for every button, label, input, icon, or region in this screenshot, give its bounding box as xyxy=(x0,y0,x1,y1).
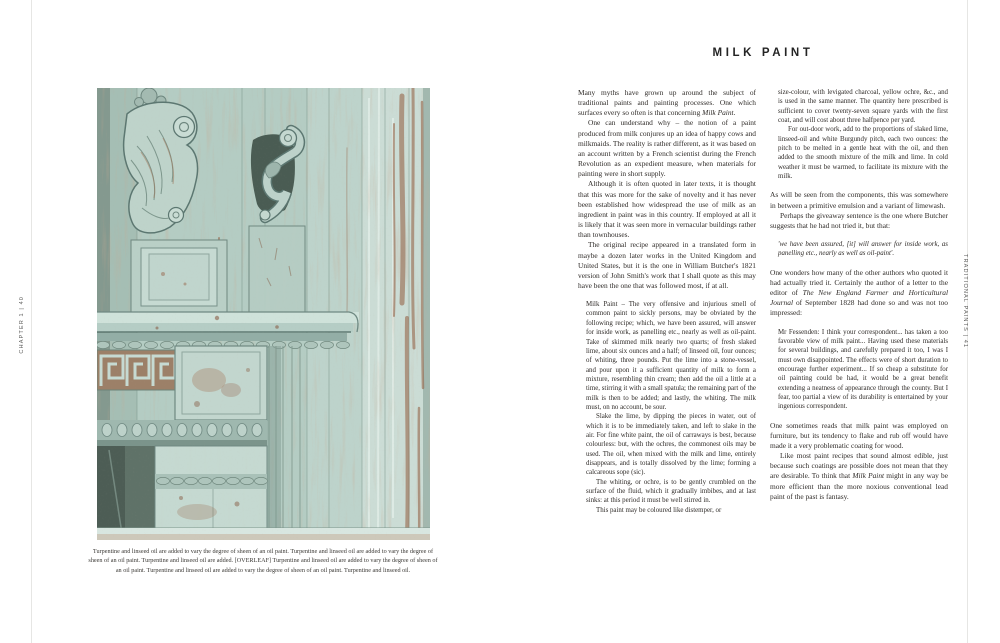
paragraph: This paint may be coloured like distemper, or xyxy=(596,506,722,514)
paragraph: The original recipe appeared in a translated form in maybe a dozen later works in the United Kingdom and United States, but it is the one in William Butcher's 1821 version of John Smith's work that I shall quote as this may have been the one that was followed most, if at all. xyxy=(578,240,756,290)
paragraph: Perhaps the giveaway sentence is the one where Butcher suggests that he had not tried it, but that: xyxy=(770,210,948,230)
page-title: MILK PAINT xyxy=(712,47,814,59)
paragraph: Although it is often quoted in later texts, it is thought that this was more for the sake of novelty and it has never been established how widespread the use of milk as an ingredient in paint was in this country. If employed at all it is likely that it was seen more in vernacular buildings rather than townhouses. xyxy=(578,179,756,240)
paragraph: As will be seen from the components, this was somewhere in between a primitive emulsion and a variant of limewash. xyxy=(770,190,948,210)
paragraph: One sometimes reads that milk paint was employed on furniture, but its tendency to flake and rub off would have made it a very problematic coating for wood. xyxy=(770,420,948,450)
paragraph: For out-door work, add to the proportions of slaked lime, linseed-oil and white Burgundy pitch, each two ounces: the pitch to be melted in a gentle heat with the oil, and then added to the smooth mixture of the milk and lime. In cold weather it must be warmed, to facilitate its mixture with the milk. xyxy=(778,126,948,181)
folio-chapter-left: CHAPTER 1 | 40 xyxy=(19,296,25,354)
paragraph: Slake the lime, by dipping the pieces in water, out of which it is to be immediately taken, and left to slake in the air. For fine white paint, the oil of carraways is best, because colourless: but, with the ochres, the commonest oils may be used. The oil, when mixed with the milk and lime, entirely disappears, and is totally dissolved by the lime; forming a calcareous sope (sic). xyxy=(586,413,756,477)
paragraph: Milk Paint – The very offensive and injurious smell of common paint to sickly persons, may be obviated by the following recipe; which, we have been assured, will answer for inside work, as panelling etc., nearly as well as oil-paint. Take of skimmed milk nearly two quarts; of fresh slaked lime, about six ounces and a half; of linseed oil, four ounces; of whiting, three pounds. Put the lime into a stone-vessel, and pour upon it a sufficient quantity of milk to form a mixture, resembling thin cream; then add the oil a little at a time, stirring it with a small spatula; the remaining part of the milk is then to be added; and lastly, the whiting. The milk must, on no account, be sour. xyxy=(586,301,756,411)
paragraph: The whiting, or ochre, is to be gently crumbled on the surface of the fluid, which it gradually imbibes, and at last sinks: at this period it must be well stirred in. xyxy=(586,478,756,505)
mantel-photo xyxy=(97,88,430,540)
paragraph: Like most paint recipes that sound almost edible, just because such coatings are possible does not mean that they are desirable. To think that Milk Paint might in any way be more efficient than the more noxious conventional lead paint of the past is fantasy. xyxy=(770,451,948,501)
text-column-2 xyxy=(770,88,948,596)
paragraph: 'we have been assured, [it] will answer for inside work, as panelling etc., nearly as well as oil-paint'. xyxy=(778,241,948,258)
folio-chapter-right: TRADITIONAL PAINTS | 41 xyxy=(962,254,968,349)
paragraph: One can understand why – the notion of a paint produced from milk conjures up an idea of happy cows and milkmaids. The reality is rather different, as it was based on an account written by a French scientist during the French Revolution as an expedient measure, when materials for painting were in short supply. xyxy=(578,118,756,179)
paragraph: Mr Fessenden: I think your correspondent... has taken a too favorable view of milk paint... Having used these materials for several buildings, and carefully prepared it too, I was I must own disappointed. The effects were of short duration to encourage further experiment... If so cheap a substitute for oil painting could be had, it would be a great benefit extending a neatness of appearance through the county. But I fear, too partial a view of its durability is entertained by your ingenious correspondent. xyxy=(778,328,948,411)
mantel-photo-art xyxy=(97,88,430,540)
page-edge-line-left xyxy=(31,0,32,643)
text-column-1 xyxy=(578,88,756,596)
paragraph: Many myths have grown up around the subject of traditional paints and painting processes. One which surfaces every so often is that concerning Milk Paint. xyxy=(578,88,756,118)
paragraph: size-colour, with levigated charcoal, yellow ochre, &c., and is used in the same manner. The quantity here prescribed is sufficient to cover twenty-seven square yards with the first coat, and will cost about three halfpence per yard. xyxy=(778,89,948,125)
photo-caption: Turpentine and linseed oil are added to vary the degree of sheen of an oil paint. Turpentine and linseed oil are added to vary the degree of sheen of an oil paint. Turpentine and linseed oil are added. [OVERLEAF] Turpentine and linseed oil are added to vary the degree of sheen of an oil paint. Turpentine and linseed oil are added to vary the degree of sheen of an oil paint. Turpentine and linseed oil. xyxy=(88,548,438,574)
paragraph: One wonders how many of the other authors who quoted it had actually tried it. Certainly the author of a letter to the editor of The New England Farmer and Horticultural Journal of September 1828 had done so and was not too impressed: xyxy=(770,267,948,318)
